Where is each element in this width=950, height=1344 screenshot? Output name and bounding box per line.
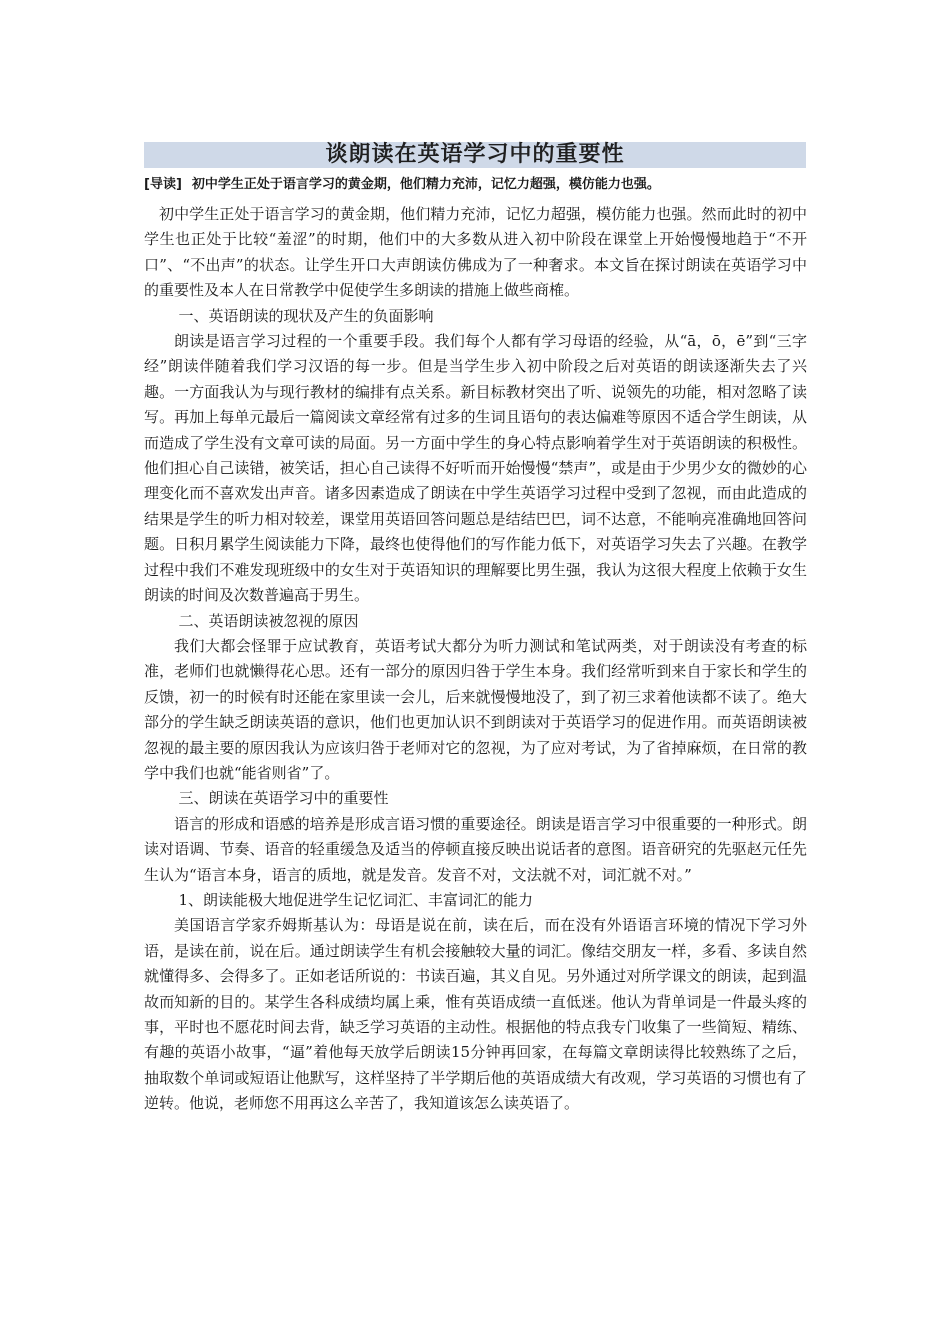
section-heading: 一、英语朗读的现状及产生的负面影响 [178, 306, 434, 325]
page-title: 谈朗读在英语学习中的重要性 [325, 142, 625, 167]
section-heading: 三、朗读在英语学习中的重要性 [178, 789, 389, 808]
body-paragraph: 语言的形成和语感的培养是形成言语习惯的重要途径。朗读是语言学习中很重要的一种形式。朗读对语调、节奏、语音的轻重缓急及适当的停顿直接反映出说话者的意图。语音研究的先驱赵元任先生认为“语言本身，语言的质地，就是发音。发音不对，文法就不对，词汇就不对。” [144, 814, 807, 884]
lead-summary [144, 175, 814, 195]
intro-paragraph: 初中学生正处于语言学习的黄金期，他们精力充沛，记忆力超强，模仿能力也强。然而此时的初中学生也正处于比较“羞涩”的时期，他们中的大多数从进入初中阶段在课堂上开始慢慢地趋于“不开口”、“不出声”的状态。让学生开口大声朗读仿佛成为了一种奢求。本文旨在探讨朗读在英语学习中的重要性及本人在日常教学中促使学生多朗读的措施上做些商榷。 [144, 205, 807, 300]
lead-text: 初中学生正处于语言学习的黄金期，他们精力充沛，记忆力超强，模仿能力也强。 [191, 177, 660, 192]
subsection-heading: 1、朗读能极大地促进学生记忆词汇、丰富词汇的能力 [178, 890, 534, 909]
body-paragraph: 我们大都会怪罪于应试教育，英语考试大都分为听力测试和笔试两类，对于朗读没有考查的标准，老师们也就懒得花心思。还有一部分的原因归咎于学生本身。我们经常听到来自于家长和学生的反馈，初一的时候有时还能在家里读一会儿，后来就慢慢地没了，到了初三求着他读都不读了。绝大部分的学生缺乏朗读英语的意识，他们也更加认识不到朗读对于英语学习的促进作用。而英语朗读被忽视的最主要的原因我认为应该归咎于老师对它的忽视，为了应对考试，为了省掉麻烦，在日常的教学中我们也就“能省则省”了。 [144, 636, 807, 782]
body-paragraph: 朗读是语言学习过程的一个重要手段。我们每个人都有学习母语的经验，从“ā，ō，ē”到“三字经”朗读伴随着我们学习汉语的每一步。但是当学生步入初中阶段之后对英语的朗读逐渐失去了兴趣。一方面我认为与现行教材的编排有点关系。新目标教材突出了听、说领先的功能，相对忽略了读写。再加上每单元最后一篇阅读文章经常有过多的生词且语句的表达偏难等原因不适合学生朗读，从而造成了学生没有文章可读的局面。另一方面中学生的身心特点影响着学生对于英语朗读的积极性。他们担心自己读错，被笑话，担心自己读得不好听而开始慢慢“禁声”，或是由于少男少女的微妙的心理变化而不喜欢发出声音。诸多因素造成了朗读在中学生英语学习过程中受到了忽视，而由此造成的结果是学生的听力相对较差，课堂用英语回答问题总是结结巴巴，词不达意，不能响亮准确地回答问题。日积月累学生阅读能力下降，最终也使得他们的写作能力低下，对英语学习失去了兴趣。在教学过程中我们不难发现班级中的女生对于英语知识的理解要比男生强，我认为这很大程度上依赖于女生朗读的时间及次数普遍高于男生。 [144, 332, 807, 605]
section-heading: 二、英语朗读被忽视的原因 [178, 611, 359, 630]
article-body [144, 202, 807, 1117]
lead-tag: [导读] [144, 177, 182, 192]
body-paragraph: 美国语言学家乔姆斯基认为：母语是说在前，读在后，而在没有外语语言环境的情况下学习外语，是读在前，说在后。通过朗读学生有机会接触较大量的词汇。像结交朋友一样，多看、多读自然就懂得多、会得多了。正如老话所说的：书读百遍，其义自见。另外通过对所学课文的朗读，起到温故而知新的目的。某学生各科成绩均属上乘，惟有英语成绩一直低迷。他认为背单词是一件最头疼的事，平时也不愿花时间去背，缺乏学习英语的主动性。根据他的特点我专门收集了一些简短、精练、有趣的英语小故事，“逼”着他每天放学后朗读15分钟再回家，在每篇文章朗读得比较熟练了之后，抽取数个单词或短语让他默写，这样坚持了半学期后他的英语成绩大有改观，学习英语的习惯也有了逆转。他说，老师您不用再这么辛苦了，我知道该怎么读英语了。 [144, 916, 807, 1113]
